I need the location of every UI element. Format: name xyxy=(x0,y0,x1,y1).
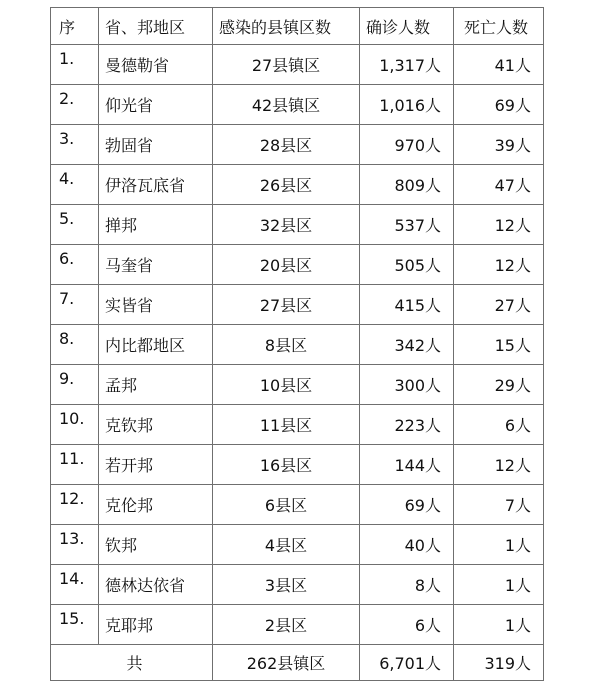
row-infected-districts: 16县区 xyxy=(213,445,360,485)
row-region: 若开邦 xyxy=(99,445,213,485)
row-infected-districts: 27县区 xyxy=(213,285,360,325)
row-region: 伊洛瓦底省 xyxy=(99,165,213,205)
row-deaths: 12人 xyxy=(454,445,544,485)
row-deaths: 15人 xyxy=(454,325,544,365)
row-confirmed: 144人 xyxy=(360,445,454,485)
row-deaths: 69人 xyxy=(454,85,544,125)
table-row xyxy=(51,285,544,325)
row-index: 12. xyxy=(51,485,99,525)
table-row xyxy=(51,445,544,485)
row-region: 实皆省 xyxy=(99,285,213,325)
row-infected-districts: 4县区 xyxy=(213,525,360,565)
row-infected-districts: 27县镇区 xyxy=(213,45,360,85)
table-row xyxy=(51,125,544,165)
row-index: 10. xyxy=(51,405,99,445)
row-region: 克耶邦 xyxy=(99,605,213,645)
row-confirmed: 1,317人 xyxy=(360,45,454,85)
row-region: 掸邦 xyxy=(99,205,213,245)
row-confirmed: 223人 xyxy=(360,405,454,445)
row-confirmed: 415人 xyxy=(360,285,454,325)
row-confirmed: 69人 xyxy=(360,485,454,525)
row-deaths: 12人 xyxy=(454,205,544,245)
table-row xyxy=(51,325,544,365)
row-index: 11. xyxy=(51,445,99,485)
covid-regional-stats-table xyxy=(50,7,544,681)
total-row xyxy=(51,645,544,681)
row-infected-districts: 42县镇区 xyxy=(213,85,360,125)
table-row xyxy=(51,165,544,205)
row-index: 9. xyxy=(51,365,99,405)
row-infected-districts: 26县区 xyxy=(213,165,360,205)
table-row xyxy=(51,525,544,565)
row-index: 15. xyxy=(51,605,99,645)
row-region: 内比都地区 xyxy=(99,325,213,365)
header-index: 序 xyxy=(51,8,99,45)
header-confirmed: 确诊人数 xyxy=(360,8,454,45)
row-infected-districts: 28县区 xyxy=(213,125,360,165)
row-confirmed: 8人 xyxy=(360,565,454,605)
row-confirmed: 6人 xyxy=(360,605,454,645)
row-index: 8. xyxy=(51,325,99,365)
row-infected-districts: 6县区 xyxy=(213,485,360,525)
stats-table-container xyxy=(50,7,543,681)
row-index: 1. xyxy=(51,45,99,85)
row-infected-districts: 20县区 xyxy=(213,245,360,285)
row-infected-districts: 10县区 xyxy=(213,365,360,405)
row-deaths: 29人 xyxy=(454,365,544,405)
row-region: 勃固省 xyxy=(99,125,213,165)
row-deaths: 39人 xyxy=(454,125,544,165)
row-index: 7. xyxy=(51,285,99,325)
row-region: 仰光省 xyxy=(99,85,213,125)
row-deaths: 47人 xyxy=(454,165,544,205)
row-index: 4. xyxy=(51,165,99,205)
total-label: 共 xyxy=(51,645,213,681)
table-row xyxy=(51,245,544,285)
total-infected-districts: 262县镇区 xyxy=(213,645,360,681)
row-confirmed: 1,016人 xyxy=(360,85,454,125)
row-confirmed: 505人 xyxy=(360,245,454,285)
header-region: 省、邦地区 xyxy=(99,8,213,45)
row-deaths: 1人 xyxy=(454,605,544,645)
row-infected-districts: 3县区 xyxy=(213,565,360,605)
row-deaths: 12人 xyxy=(454,245,544,285)
row-region: 孟邦 xyxy=(99,365,213,405)
row-confirmed: 809人 xyxy=(360,165,454,205)
row-index: 13. xyxy=(51,525,99,565)
row-index: 14. xyxy=(51,565,99,605)
row-infected-districts: 8县区 xyxy=(213,325,360,365)
table-header-row xyxy=(51,8,544,45)
row-index: 2. xyxy=(51,85,99,125)
row-confirmed: 342人 xyxy=(360,325,454,365)
total-confirmed: 6,701人 xyxy=(360,645,454,681)
row-infected-districts: 32县区 xyxy=(213,205,360,245)
row-region: 德林达依省 xyxy=(99,565,213,605)
row-region: 马奎省 xyxy=(99,245,213,285)
row-confirmed: 970人 xyxy=(360,125,454,165)
row-deaths: 7人 xyxy=(454,485,544,525)
row-index: 6. xyxy=(51,245,99,285)
table-row xyxy=(51,45,544,85)
row-index: 3. xyxy=(51,125,99,165)
row-region: 克钦邦 xyxy=(99,405,213,445)
table-row xyxy=(51,205,544,245)
row-confirmed: 40人 xyxy=(360,525,454,565)
row-deaths: 27人 xyxy=(454,285,544,325)
row-infected-districts: 2县区 xyxy=(213,605,360,645)
row-deaths: 1人 xyxy=(454,565,544,605)
table-row xyxy=(51,85,544,125)
row-deaths: 41人 xyxy=(454,45,544,85)
table-row xyxy=(51,485,544,525)
row-deaths: 6人 xyxy=(454,405,544,445)
row-infected-districts: 11县区 xyxy=(213,405,360,445)
row-region: 克伦邦 xyxy=(99,485,213,525)
table-row xyxy=(51,365,544,405)
header-deaths: 死亡人数 xyxy=(454,8,544,45)
row-region: 曼德勒省 xyxy=(99,45,213,85)
table-row xyxy=(51,565,544,605)
table-row xyxy=(51,405,544,445)
table-row xyxy=(51,605,544,645)
table-body xyxy=(51,45,544,645)
row-deaths: 1人 xyxy=(454,525,544,565)
row-index: 5. xyxy=(51,205,99,245)
row-confirmed: 300人 xyxy=(360,365,454,405)
header-infected-districts: 感染的县镇区数 xyxy=(213,8,360,45)
row-region: 钦邦 xyxy=(99,525,213,565)
total-deaths: 319人 xyxy=(454,645,544,681)
row-confirmed: 537人 xyxy=(360,205,454,245)
